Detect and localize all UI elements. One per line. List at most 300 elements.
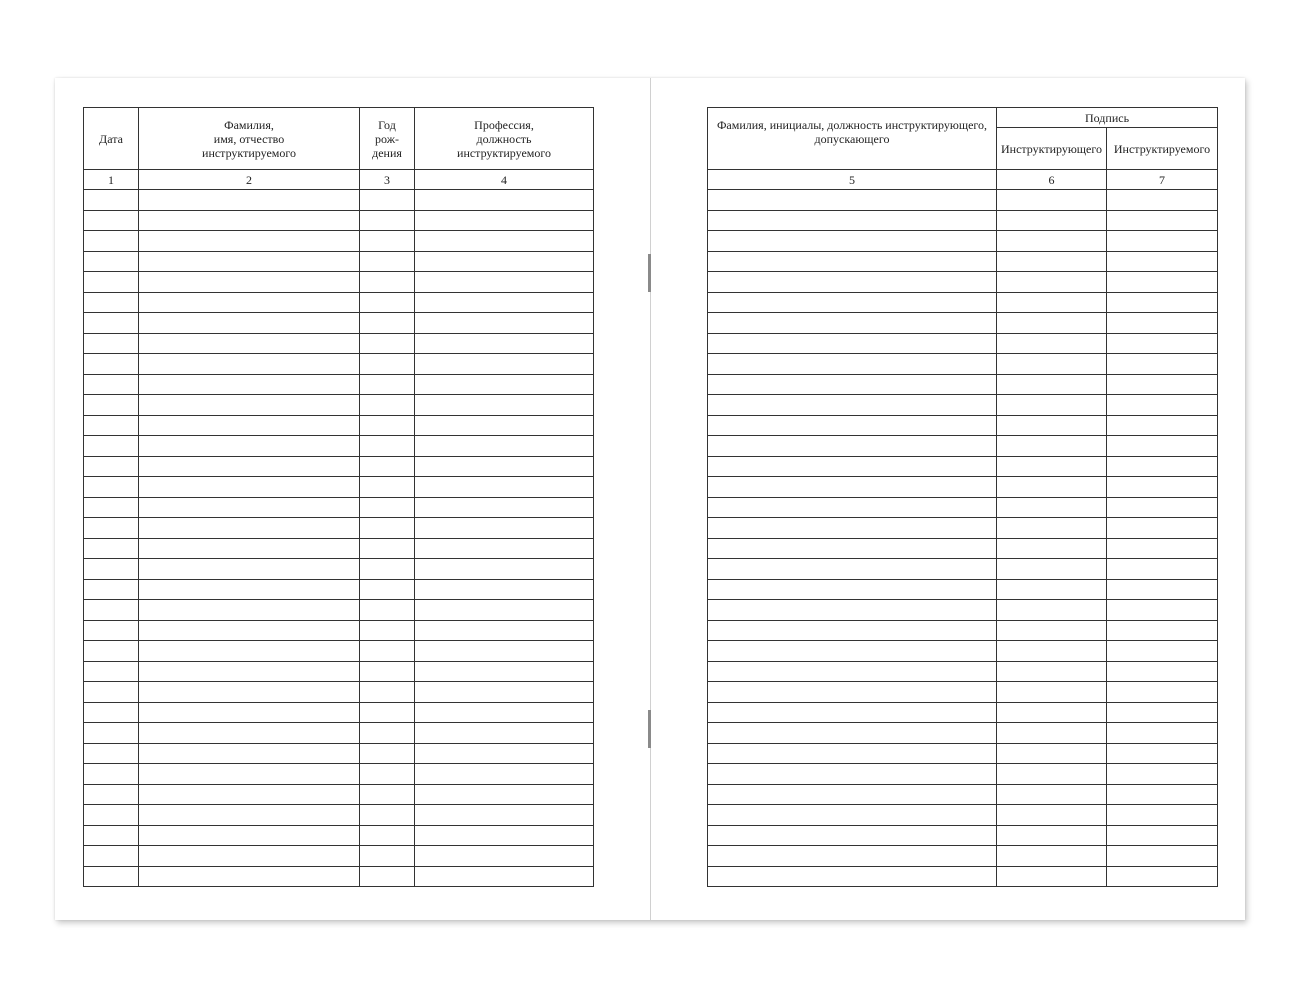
blank-cell (415, 743, 594, 764)
blank-cell (708, 333, 997, 354)
blank-cell (997, 497, 1107, 518)
blank-cell (708, 784, 997, 805)
right-header-row-top (708, 108, 1218, 128)
blank-cell (708, 641, 997, 662)
blank-cell (139, 497, 360, 518)
right-table-row (708, 682, 1218, 703)
blank-cell (1107, 477, 1218, 498)
blank-cell (360, 538, 415, 559)
blank-cell (997, 518, 1107, 539)
right-table-row (708, 313, 1218, 334)
left-table-row (84, 825, 594, 846)
blank-cell (360, 723, 415, 744)
blank-cell (360, 415, 415, 436)
blank-cell (997, 395, 1107, 416)
blank-cell (360, 866, 415, 887)
blank-cell (360, 313, 415, 334)
left-table-row (84, 518, 594, 539)
blank-cell (1107, 661, 1218, 682)
blank-cell (1107, 436, 1218, 457)
right-table-row (708, 210, 1218, 231)
blank-cell (1107, 702, 1218, 723)
header-line: имя, отчество (213, 131, 285, 146)
right-table-row (708, 661, 1218, 682)
blank-cell (84, 395, 139, 416)
header-full-name (139, 108, 360, 170)
blank-cell (139, 374, 360, 395)
right-table-row (708, 866, 1218, 887)
blank-cell (360, 456, 415, 477)
right-table-row (708, 743, 1218, 764)
blank-cell (415, 190, 594, 211)
blank-cell (360, 559, 415, 580)
blank-cell (708, 395, 997, 416)
blank-cell (708, 600, 997, 621)
blank-cell (139, 190, 360, 211)
blank-cell (1107, 682, 1218, 703)
blank-cell (1107, 210, 1218, 231)
blank-cell (360, 518, 415, 539)
staple-bottom (648, 710, 651, 748)
blank-cell (139, 477, 360, 498)
blank-cell (139, 641, 360, 662)
blank-cell (1107, 251, 1218, 272)
left-table-row (84, 477, 594, 498)
blank-cell (1107, 456, 1218, 477)
right-table-row (708, 292, 1218, 313)
blank-cell (84, 497, 139, 518)
blank-cell (415, 497, 594, 518)
blank-cell (1107, 374, 1218, 395)
blank-cell (708, 764, 997, 785)
blank-cell (1107, 272, 1218, 293)
blank-cell (997, 292, 1107, 313)
left-table-row (84, 395, 594, 416)
blank-cell (997, 866, 1107, 887)
blank-cell (708, 210, 997, 231)
header-line: рож- (375, 131, 399, 146)
blank-cell (360, 497, 415, 518)
blank-cell (1107, 231, 1218, 252)
blank-cell (84, 190, 139, 211)
blank-cell (139, 210, 360, 231)
blank-cell (415, 866, 594, 887)
blank-cell (1107, 313, 1218, 334)
blank-cell (708, 354, 997, 375)
blank-cell (84, 313, 139, 334)
blank-cell (139, 682, 360, 703)
right-table-row (708, 579, 1218, 600)
blank-cell (139, 456, 360, 477)
blank-cell (360, 477, 415, 498)
header-line: Профессия, (474, 117, 534, 132)
blank-cell (139, 395, 360, 416)
blank-cell (84, 333, 139, 354)
header-line: Год (378, 117, 396, 132)
blank-cell (997, 354, 1107, 375)
blank-cell (708, 374, 997, 395)
blank-cell (1107, 579, 1218, 600)
left-table-row (84, 805, 594, 826)
blank-cell (84, 251, 139, 272)
column-number: 7 (1107, 170, 1218, 190)
right-table-row (708, 702, 1218, 723)
blank-cell (415, 682, 594, 703)
blank-cell (997, 825, 1107, 846)
header-signature-instructor: Инструктирующего (997, 128, 1107, 170)
blank-cell (708, 702, 997, 723)
blank-cell (708, 231, 997, 252)
blank-cell (139, 251, 360, 272)
left-table-row (84, 723, 594, 744)
header-line: Фамилия, (224, 117, 274, 132)
blank-cell (1107, 559, 1218, 580)
left-table-row (84, 620, 594, 641)
blank-cell (1107, 354, 1218, 375)
blank-cell (708, 477, 997, 498)
blank-cell (139, 866, 360, 887)
blank-cell (415, 395, 594, 416)
blank-cell (1107, 395, 1218, 416)
column-number: 6 (997, 170, 1107, 190)
right-table-row (708, 825, 1218, 846)
blank-cell (360, 333, 415, 354)
blank-cell (997, 436, 1107, 457)
blank-cell (1107, 292, 1218, 313)
blank-cell (360, 190, 415, 211)
blank-cell (415, 600, 594, 621)
blank-cell (997, 702, 1107, 723)
blank-cell (84, 846, 139, 867)
header-signature-trainee: Инструктируемого (1107, 128, 1218, 170)
left-table-row (84, 415, 594, 436)
blank-cell (139, 723, 360, 744)
left-header-row (84, 108, 594, 170)
right-table-row (708, 374, 1218, 395)
right-table-row (708, 354, 1218, 375)
blank-cell (360, 784, 415, 805)
blank-cell (360, 231, 415, 252)
right-table-row (708, 272, 1218, 293)
blank-cell (84, 210, 139, 231)
blank-cell (139, 620, 360, 641)
blank-cell (708, 415, 997, 436)
blank-cell (84, 579, 139, 600)
open-journal-spread (55, 78, 1245, 920)
column-number: 1 (84, 170, 139, 190)
blank-cell (139, 292, 360, 313)
left-blank-rows (84, 190, 594, 887)
header-line: инструктируемого (202, 145, 296, 160)
blank-cell (139, 333, 360, 354)
left-table-row (84, 231, 594, 252)
left-table-row (84, 292, 594, 313)
column-number: 5 (708, 170, 997, 190)
blank-cell (139, 559, 360, 580)
right-table-row (708, 456, 1218, 477)
left-table-row (84, 866, 594, 887)
left-table-row (84, 559, 594, 580)
blank-cell (415, 313, 594, 334)
blank-cell (139, 579, 360, 600)
blank-cell (415, 415, 594, 436)
blank-cell (84, 231, 139, 252)
right-blank-rows (708, 190, 1218, 887)
blank-cell (360, 641, 415, 662)
blank-cell (708, 743, 997, 764)
blank-cell (1107, 538, 1218, 559)
blank-cell (415, 231, 594, 252)
right-table-row (708, 190, 1218, 211)
left-table-row (84, 456, 594, 477)
right-table-row (708, 395, 1218, 416)
blank-cell (84, 702, 139, 723)
blank-cell (708, 456, 997, 477)
blank-cell (84, 559, 139, 580)
blank-cell (415, 805, 594, 826)
right-table-row (708, 641, 1218, 662)
blank-cell (1107, 743, 1218, 764)
blank-cell (415, 354, 594, 375)
left-table-row (84, 374, 594, 395)
blank-cell (708, 292, 997, 313)
blank-cell (360, 764, 415, 785)
blank-cell (997, 723, 1107, 744)
blank-cell (1107, 825, 1218, 846)
blank-cell (1107, 866, 1218, 887)
blank-cell (84, 292, 139, 313)
blank-cell (415, 538, 594, 559)
header-signature-group: Подпись (997, 108, 1218, 128)
blank-cell (139, 600, 360, 621)
blank-cell (84, 272, 139, 293)
blank-cell (415, 784, 594, 805)
right-table-row (708, 620, 1218, 641)
right-page-table (707, 107, 1218, 887)
blank-cell (1107, 805, 1218, 826)
blank-cell (708, 661, 997, 682)
right-table-row (708, 538, 1218, 559)
blank-cell (1107, 600, 1218, 621)
right-table-row (708, 846, 1218, 867)
blank-cell (1107, 497, 1218, 518)
blank-cell (360, 661, 415, 682)
header-line: допускающего (814, 131, 890, 146)
blank-cell (360, 579, 415, 600)
blank-cell (84, 805, 139, 826)
blank-cell (997, 764, 1107, 785)
right-table-row (708, 415, 1218, 436)
blank-cell (360, 251, 415, 272)
blank-cell (997, 661, 1107, 682)
blank-cell (997, 313, 1107, 334)
left-table-row (84, 661, 594, 682)
blank-cell (84, 764, 139, 785)
blank-cell (360, 846, 415, 867)
blank-cell (415, 333, 594, 354)
blank-cell (84, 518, 139, 539)
blank-cell (415, 702, 594, 723)
left-table-row (84, 743, 594, 764)
blank-cell (360, 600, 415, 621)
blank-cell (708, 825, 997, 846)
blank-cell (415, 764, 594, 785)
blank-cell (997, 210, 1107, 231)
blank-cell (708, 497, 997, 518)
blank-cell (1107, 846, 1218, 867)
blank-cell (997, 600, 1107, 621)
blank-cell (997, 538, 1107, 559)
header-birth-year (360, 108, 415, 170)
blank-cell (997, 456, 1107, 477)
left-table-row (84, 210, 594, 231)
blank-cell (708, 436, 997, 457)
left-table-row (84, 251, 594, 272)
blank-cell (139, 846, 360, 867)
blank-cell (139, 805, 360, 826)
blank-cell (84, 723, 139, 744)
blank-cell (415, 620, 594, 641)
right-table-row (708, 805, 1218, 826)
blank-cell (415, 251, 594, 272)
blank-cell (360, 743, 415, 764)
blank-cell (415, 456, 594, 477)
blank-cell (997, 374, 1107, 395)
blank-cell (139, 313, 360, 334)
blank-cell (84, 415, 139, 436)
blank-cell (360, 436, 415, 457)
blank-cell (415, 292, 594, 313)
blank-cell (997, 743, 1107, 764)
blank-cell (997, 620, 1107, 641)
blank-cell (708, 272, 997, 293)
blank-cell (1107, 641, 1218, 662)
right-table-row (708, 559, 1218, 580)
blank-cell (997, 272, 1107, 293)
blank-cell (1107, 723, 1218, 744)
blank-cell (997, 477, 1107, 498)
blank-cell (708, 251, 997, 272)
blank-cell (415, 477, 594, 498)
header-line: инструктируемого (457, 145, 551, 160)
blank-cell (997, 333, 1107, 354)
blank-cell (360, 825, 415, 846)
blank-cell (1107, 190, 1218, 211)
left-table-row (84, 579, 594, 600)
left-table-row (84, 764, 594, 785)
right-table-row (708, 251, 1218, 272)
blank-cell (997, 805, 1107, 826)
blank-cell (997, 579, 1107, 600)
blank-cell (415, 559, 594, 580)
blank-cell (415, 272, 594, 293)
header-date-line: Дата (99, 131, 123, 146)
blank-cell (1107, 764, 1218, 785)
blank-cell (708, 579, 997, 600)
blank-cell (708, 620, 997, 641)
blank-cell (360, 395, 415, 416)
left-table-row (84, 333, 594, 354)
blank-cell (1107, 415, 1218, 436)
blank-cell (997, 415, 1107, 436)
right-table-row (708, 436, 1218, 457)
blank-cell (708, 518, 997, 539)
blank-cell (139, 784, 360, 805)
blank-cell (997, 784, 1107, 805)
blank-cell (708, 538, 997, 559)
blank-cell (84, 866, 139, 887)
header-line: должность (476, 131, 532, 146)
blank-cell (139, 518, 360, 539)
right-table-row (708, 784, 1218, 805)
left-table-row (84, 600, 594, 621)
blank-cell (415, 846, 594, 867)
blank-cell (84, 354, 139, 375)
blank-cell (415, 723, 594, 744)
staple-top (648, 254, 651, 292)
blank-cell (415, 661, 594, 682)
left-table-row (84, 641, 594, 662)
blank-cell (139, 272, 360, 293)
column-number: 2 (139, 170, 360, 190)
blank-cell (708, 805, 997, 826)
blank-cell (360, 210, 415, 231)
blank-cell (415, 518, 594, 539)
left-table-row (84, 538, 594, 559)
blank-cell (708, 559, 997, 580)
blank-cell (84, 682, 139, 703)
blank-cell (139, 764, 360, 785)
left-table-row (84, 354, 594, 375)
right-column-number-row (708, 170, 1218, 190)
blank-cell (84, 620, 139, 641)
blank-cell (1107, 784, 1218, 805)
blank-cell (1107, 333, 1218, 354)
blank-cell (997, 559, 1107, 580)
blank-cell (1107, 620, 1218, 641)
right-table-row (708, 764, 1218, 785)
left-column-number-row (84, 170, 594, 190)
left-table-row (84, 313, 594, 334)
left-page-table (83, 107, 594, 887)
blank-cell (139, 231, 360, 252)
blank-cell (708, 866, 997, 887)
blank-cell (84, 538, 139, 559)
blank-cell (997, 251, 1107, 272)
blank-cell (360, 354, 415, 375)
header-profession (415, 108, 594, 170)
blank-cell (139, 436, 360, 457)
blank-cell (360, 620, 415, 641)
blank-cell (415, 825, 594, 846)
left-table-row (84, 436, 594, 457)
blank-cell (84, 825, 139, 846)
blank-cell (997, 682, 1107, 703)
page-gutter (650, 78, 651, 920)
blank-cell (997, 190, 1107, 211)
blank-cell (708, 846, 997, 867)
right-table-row (708, 477, 1218, 498)
blank-cell (360, 272, 415, 293)
blank-cell (139, 661, 360, 682)
column-number: 4 (415, 170, 594, 190)
right-table-row (708, 497, 1218, 518)
header-instructor (708, 108, 997, 170)
blank-cell (84, 743, 139, 764)
blank-cell (139, 538, 360, 559)
blank-cell (84, 477, 139, 498)
blank-cell (84, 784, 139, 805)
